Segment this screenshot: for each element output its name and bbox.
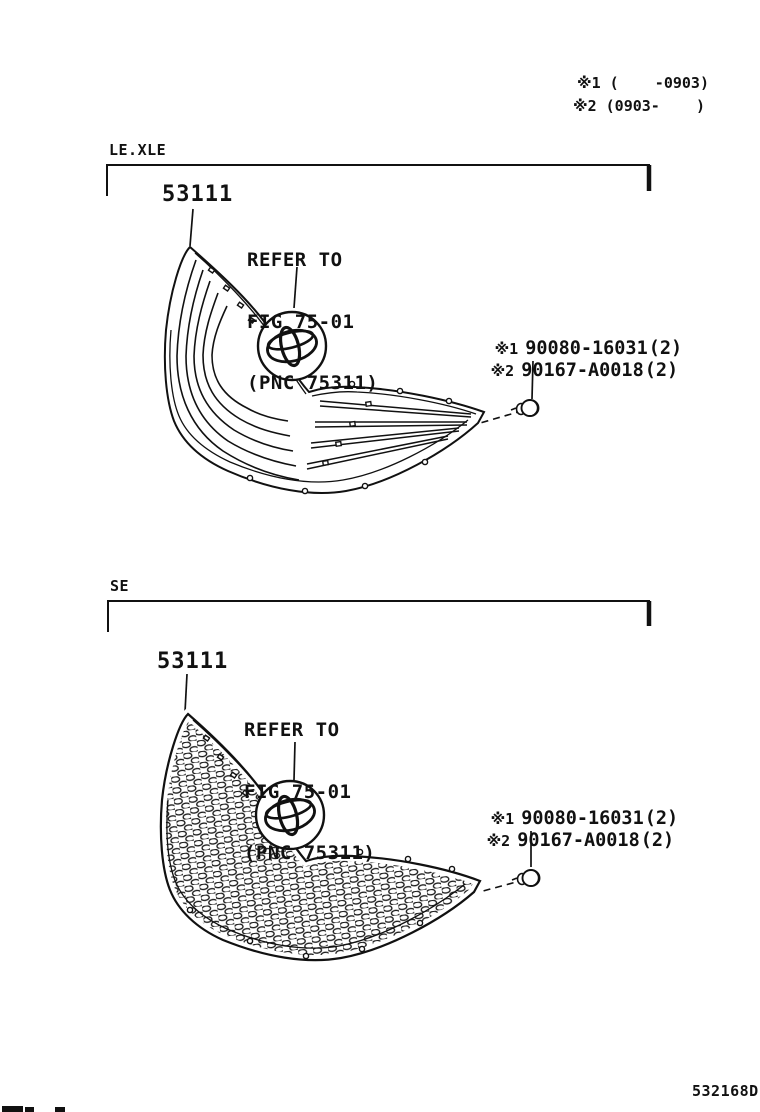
fastener-qty: (2) — [648, 338, 683, 360]
refer-note — [247, 209, 378, 435]
refer-note-line: (PNC 75311) — [244, 842, 376, 864]
fastener-callout — [446, 342, 678, 400]
section-bracket-se — [108, 601, 650, 632]
fastener-ref-mark: ※2 — [490, 362, 515, 381]
part-number-callout: 53111 — [162, 182, 234, 207]
variant-label-se: SE — [110, 577, 130, 595]
refer-note-line: REFER TO — [247, 249, 343, 271]
refer-note-line: FIG 75-01 — [247, 310, 355, 333]
variant-label-lexle: LE.XLE — [109, 141, 167, 159]
fastener-ref-mark: ※1 — [494, 340, 519, 359]
fastener-ref-mark: ※2 — [486, 832, 511, 851]
refer-note — [244, 679, 375, 905]
refer-note-line: (PNC 75311) — [247, 372, 379, 394]
fastener-ref-mark: ※1 — [490, 810, 515, 829]
fastener-part-number: 90080-16031 — [525, 338, 648, 360]
revision-note-2: ※2 (0903- ) — [573, 97, 705, 115]
fastener-part-number: 90167-A0018 — [517, 830, 640, 852]
fastener-part-number: 90080-16031 — [521, 808, 644, 830]
page-edge-print-artifacts — [2, 1106, 65, 1112]
revision-note-1: ※1 ( -0903) — [577, 74, 709, 92]
figure-code: 532168D — [692, 1082, 759, 1100]
part-number-callout: 53111 — [157, 649, 229, 674]
mounting-bolt-icon — [511, 400, 539, 416]
fastener-qty: (2) — [644, 360, 679, 382]
mounting-bolt-icon — [512, 870, 540, 886]
refer-note-line: FIG 75-01 — [244, 780, 352, 803]
fastener-callout — [442, 812, 674, 870]
fastener-qty: (2) — [644, 808, 679, 830]
fastener-part-number: 90167-A0018 — [521, 360, 644, 382]
refer-note-line: REFER TO — [244, 719, 340, 741]
fastener-qty: (2) — [640, 830, 675, 852]
